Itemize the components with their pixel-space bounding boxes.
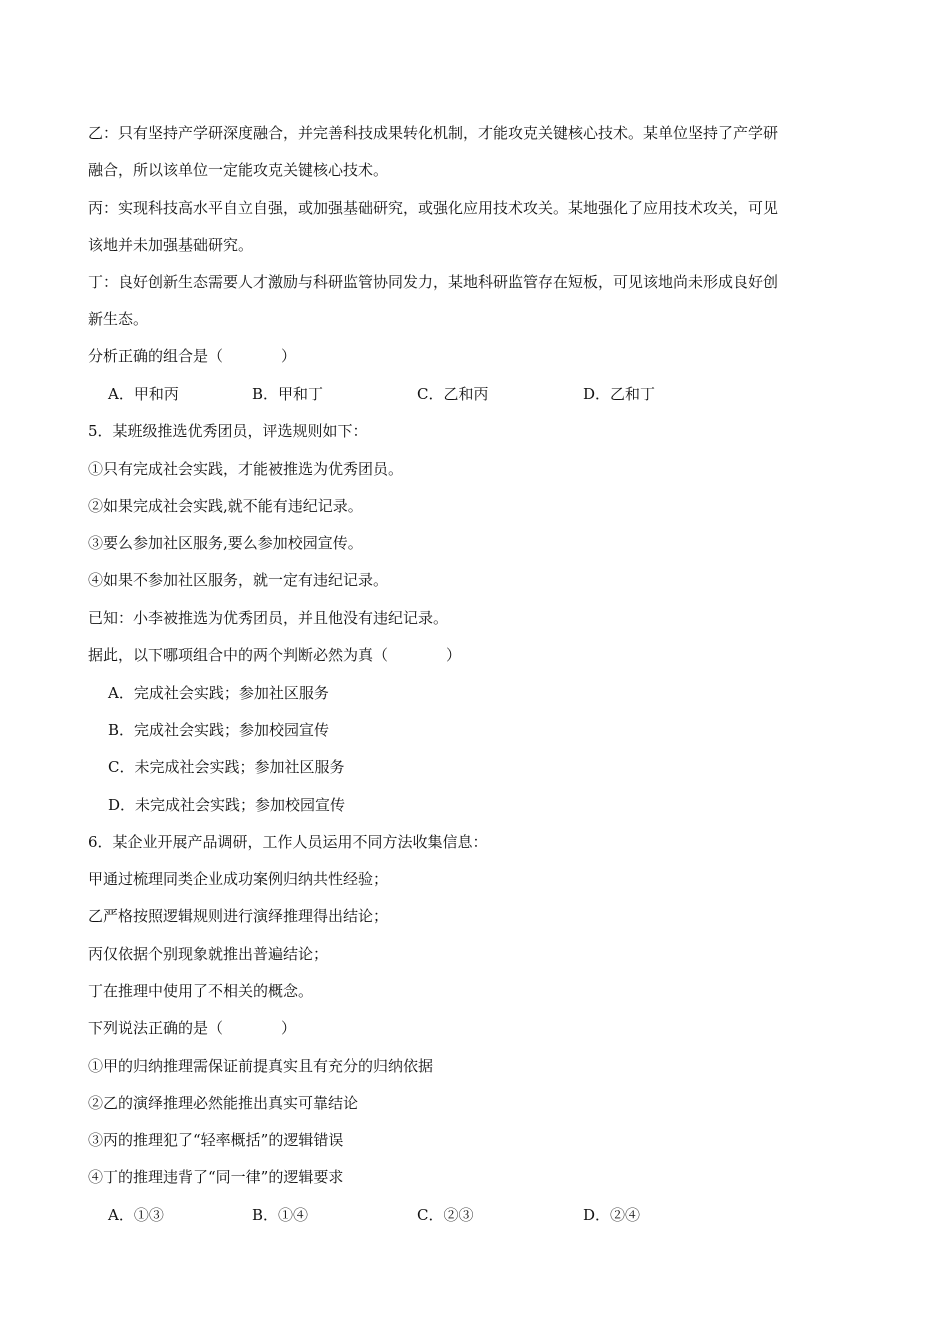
q4-yi-line-1: 乙：只有坚持产学研深度融合，并完善科技成果转化机制，才能攻克关键核心技术。某单位坚持了产学研 — [88, 124, 779, 142]
q4-stem-text: 分析正确的组合是（ — [88, 347, 224, 365]
q5-stem-close: ） — [446, 646, 462, 664]
q4-stem — [88, 346, 296, 366]
q6-option-a: A．①③ — [108, 1206, 164, 1224]
q6-line-4: 丁在推理中使用了不相关的概念。 — [88, 982, 314, 1000]
q6-line-1: 甲通过梳理同类企业成功案例归纳共性经验； — [88, 870, 389, 888]
q4-option-d: D．乙和丁 — [583, 385, 656, 403]
q6-option-b: B．①④ — [252, 1206, 309, 1224]
q4-ding-line-1: 丁：良好创新生态需要人才激励与科研监管协同发力，某地科研监管存在短板，可见该地尚未形成良好创 — [88, 273, 779, 291]
q5-option-a: A．完成社会实践；参加社区服务 — [108, 684, 329, 702]
q6-option-c: C．②③ — [417, 1206, 474, 1224]
q5-known: 已知：小李被推选为优秀团员，并且他没有违纪记录。 — [88, 609, 449, 627]
q5-rule-1: ①只有完成社会实践，才能被推选为优秀团员。 — [88, 460, 404, 478]
q4-bing-line-2: 该地并未加强基础研究。 — [88, 236, 254, 254]
q4-option-c: C．乙和丙 — [417, 385, 489, 403]
q4-option-a: A．甲和丙 — [108, 385, 179, 403]
q6-statement-1: ①甲的归纳推理需保证前提真实且有充分的归纳依据 — [88, 1057, 434, 1075]
q4-stem-close: ） — [281, 347, 297, 365]
q5-option-c: C．未完成社会实践；参加社区服务 — [108, 758, 345, 776]
q5-rule-2: ②如果完成社会实践,就不能有违纪记录。 — [88, 497, 363, 515]
q5-stem — [88, 645, 461, 665]
q6-statement-3: ③丙的推理犯了“轻率概括”的逻辑错误 — [88, 1131, 344, 1149]
q5-title: 5．某班级推选优秀团员，评选规则如下： — [88, 422, 368, 440]
q6-stem-text: 下列说法正确的是（ — [88, 1019, 224, 1037]
q6-stem — [88, 1018, 296, 1038]
q5-rule-4: ④如果不参加社区服务，就一定有违纪记录。 — [88, 571, 389, 589]
q6-option-d: D．②④ — [583, 1206, 641, 1224]
q4-ding-line-2: 新生态。 — [88, 310, 149, 328]
q4-yi-line-2: 融合，所以该单位一定能攻克关键核心技术。 — [88, 161, 389, 179]
q6-line-2: 乙严格按照逻辑规则进行演绎推理得出结论； — [88, 907, 389, 925]
q5-stem-text: 据此，以下哪项组合中的两个判断必然为真（ — [88, 646, 389, 664]
q6-stem-close: ） — [281, 1019, 297, 1037]
q6-line-3: 丙仅依据个别现象就推出普遍结论； — [88, 945, 329, 963]
q4-option-b: B．甲和丁 — [252, 385, 324, 403]
q5-option-d: D．未完成社会实践；参加校园宣传 — [108, 796, 346, 814]
q6-statement-2: ②乙的演绎推理必然能推出真实可靠结论 — [88, 1094, 359, 1112]
q5-option-b: B．完成社会实践；参加校园宣传 — [108, 721, 330, 739]
q5-rule-3: ③要么参加社区服务,要么参加校园宣传。 — [88, 534, 363, 552]
q6-title: 6．某企业开展产品调研，工作人员运用不同方法收集信息： — [88, 833, 488, 851]
q4-bing-line-1: 丙：实现科技高水平自立自强，或加强基础研究，或强化应用技术攻关。某地强化了应用技术攻关，可见 — [88, 199, 779, 217]
q6-statement-4: ④丁的推理违背了“同一律”的逻辑要求 — [88, 1168, 344, 1186]
